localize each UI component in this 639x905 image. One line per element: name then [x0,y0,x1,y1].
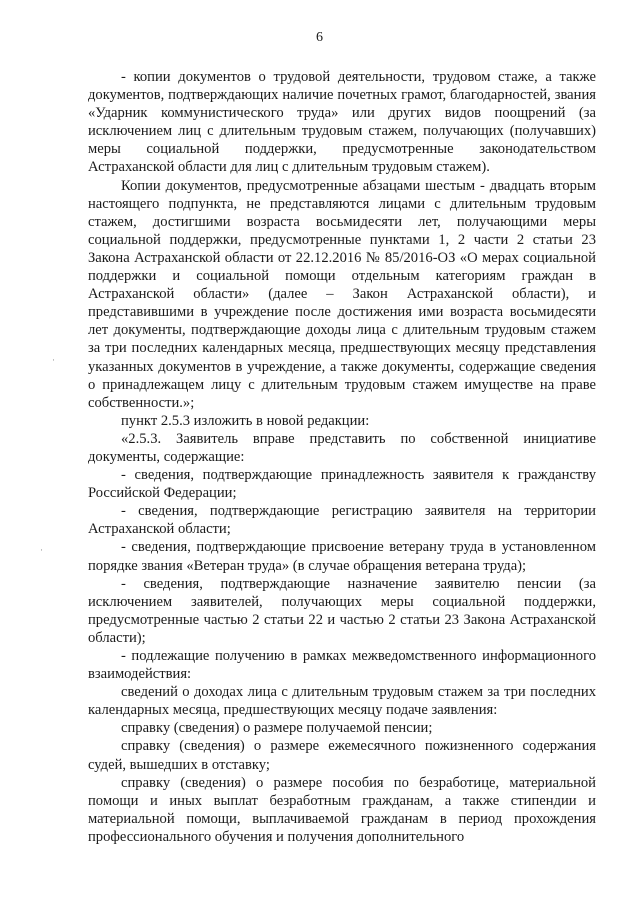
paragraph: - сведения, подтверждающие присвоение ветерану труда в установленном порядке звания «Ветеран труда» (в случае обращения ветерана труда); [88,539,596,574]
paragraph: пункт 2.5.3 изложить в новой редакции: [121,412,370,429]
scan-speck: · [40,545,43,555]
paragraph: - сведения, подтверждающие регистрацию заявителя на территории Астраханской области; [88,503,596,538]
paragraph: справку (сведения) о размере получаемой пенсии; [121,720,433,737]
scan-speck: · [52,355,55,365]
page-number: 6 [316,30,323,45]
paragraph: - сведения, подтверждающие принадлежность заявителя к гражданству Российской Федерации; [88,467,596,502]
paragraph: Копии документов, предусмотренные абзацами шестым - двадцать вторым настоящего подпункта, не представляются лицами с длительным трудовым стажем, достигшими возраста восьмидесяти лет, получающими меры социальной поддержки, предусмотренные пунктами 1, 2 части 2 статьи 23 Закона Астраханской области от 22.12.2016 № 85/2016-ОЗ «О мерах социальной поддержки и социальной помощи отдельным категориям граждан в Астраханской области» (далее – Закон Астраханской области), и представившими в учреждение после достижения ими возраста восьмидесяти лет документы, подтверждающие доходы лица с длительным трудовым стажем за три последних календарных месяца, предшествующих месяцу представления указанных документов в учреждение, а также документы, содержащие сведения о принадлежащем лицу с длительным трудовым стажем имуществе на праве собственности.»; [88,177,596,411]
paragraph: справку (сведения) о размере ежемесячного пожизненного содержания судей, вышедших в отставку; [88,738,596,773]
paragraph: - сведения, подтверждающие назначение заявителю пенсии (за исключением заявителей, получающих меры социальной поддержки, предусмотренные частью 2 статьи 22 и частью 2 статьи 23 Закона Астраханской области); [88,575,596,646]
paragraph: справку (сведения) о размере пособия по безработице, материальной помощи и иных выплат безработным гражданам, а также стипендии и материальной помощи, выплачиваемой гражданам в период прохождения профессионального обучения и получения дополнительного [88,774,596,845]
paragraph: - копии документов о трудовой деятельности, трудовом стаже, а также документов, подтверждающих наличие почетных грамот, благодарностей, звания «Ударник коммунистического труда» или других видов поощрений (за исключением лиц с длительным трудовым стажем, получающих (получавших) меры социальной поддержки, предусмотренные законодательством Астраханской области для лиц с длительным трудовым стажем). [88,69,596,176]
paragraph: «2.5.3. Заявитель вправе представить по собственной инициативе документы, содержащие: [88,430,596,465]
paragraph: - подлежащие получению в рамках межведомственного информационного взаимодействия: [88,648,596,683]
paragraph: сведений о доходах лица с длительным трудовым стажем за три последних календарных месяца, предшествующих месяцу подаче заявления: [88,684,596,719]
document-body [88,68,596,846]
